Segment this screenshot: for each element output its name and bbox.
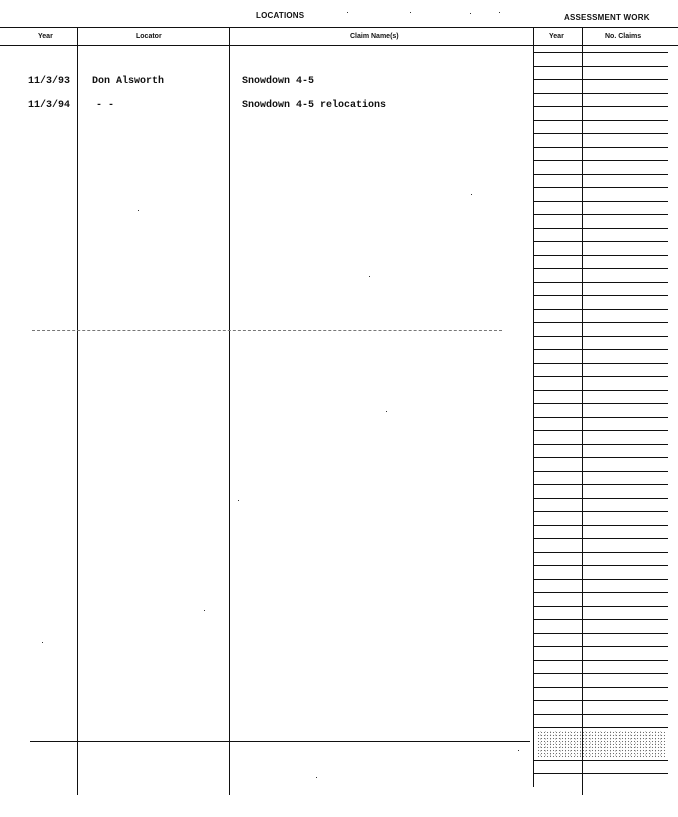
row-2-locator: - -	[96, 100, 115, 111]
assessment-grid-row-line	[533, 484, 668, 485]
assessment-grid-row-line	[533, 498, 668, 499]
assessment-grid-row-line	[533, 52, 668, 53]
column-rule-year	[77, 27, 78, 795]
assessment-grid-row-line	[533, 687, 668, 688]
assessment-grid-row-line	[533, 660, 668, 661]
assessment-grid-row-line	[533, 268, 668, 269]
assessment-grid-row-line	[533, 376, 668, 377]
assessment-grid-row-line	[533, 700, 668, 701]
assessment-grid-row-line	[533, 511, 668, 512]
scan-speckle	[518, 750, 519, 751]
assessment-grid-row-line	[533, 430, 668, 431]
row-2-year: 11/3/94	[28, 100, 71, 111]
assessment-grid-row-line	[533, 214, 668, 215]
assessment-grid-row-line	[533, 106, 668, 107]
assessment-grid-row-line	[533, 552, 668, 553]
assessment-grid-row-line	[533, 606, 668, 607]
assessment-grid-row-line	[533, 174, 668, 175]
assessment-grid-row-line	[533, 93, 668, 94]
assessment-grid-row-line	[533, 201, 668, 202]
assessment-grid-row-line	[533, 714, 668, 715]
assessment-grid-row-line	[533, 403, 668, 404]
locations-title: LOCATIONS	[256, 11, 305, 20]
assessment-grid-row-line	[533, 444, 668, 445]
col-head-claim-names: Claim Name(s)	[350, 33, 399, 40]
assessment-grid-row-line	[533, 147, 668, 148]
scan-speckle	[347, 12, 348, 13]
assessment-grid-row-line	[533, 133, 668, 134]
header-bottom-rule	[0, 45, 678, 46]
assessment-grid-row-line	[533, 457, 668, 458]
column-rule-locator	[229, 27, 230, 795]
col-head-locator: Locator	[136, 33, 162, 40]
col-head-year: Year	[38, 33, 53, 40]
assessment-grid-row-line	[533, 633, 668, 634]
column-rule-assessment-year	[582, 27, 583, 795]
header-top-rule	[0, 27, 678, 28]
scan-speckle	[471, 194, 472, 195]
col-head-assessment-year: Year	[549, 33, 564, 40]
assessment-grid-row-line	[533, 255, 668, 256]
assessment-bottom-rule-2	[533, 773, 668, 774]
assessment-grid-row-line	[533, 295, 668, 296]
scan-noise	[537, 731, 665, 757]
scan-speckle	[138, 210, 139, 211]
assessment-bottom-rule-1	[533, 760, 668, 761]
scan-speckle	[42, 642, 43, 643]
assessment-grid-row-line	[533, 417, 668, 418]
assessment-grid-row-line	[533, 120, 668, 121]
scan-speckle	[386, 411, 387, 412]
assessment-grid-row-line	[533, 79, 668, 80]
assessment-grid-row-line	[533, 160, 668, 161]
assessment-grid-row-line	[533, 349, 668, 350]
assessment-grid-row-line	[533, 66, 668, 67]
scan-speckle	[410, 12, 411, 13]
assessment-grid-row-line	[533, 592, 668, 593]
scan-speckle	[499, 12, 500, 13]
assessment-grid-row-line	[533, 228, 668, 229]
row-1-locator: Don Alsworth	[92, 76, 165, 87]
assessment-grid-row-line	[533, 187, 668, 188]
bottom-rule	[30, 741, 530, 742]
assessment-grid-row-line	[533, 390, 668, 391]
assessment-grid-row-line	[533, 309, 668, 310]
row-1-year: 11/3/93	[28, 76, 71, 87]
col-head-no-claims: No. Claims	[605, 33, 642, 40]
scan-speckle	[204, 610, 205, 611]
assessment-grid-row-line	[533, 579, 668, 580]
row-2-claim-name: Snowdown 4-5 relocations	[242, 100, 387, 111]
assessment-grid-row-line	[533, 363, 668, 364]
scan-speckle	[316, 777, 317, 778]
assessment-grid-row-line	[533, 565, 668, 566]
scan-speckle	[238, 500, 239, 501]
row-1-claim-name: Snowdown 4-5	[242, 76, 315, 87]
assessment-grid-row-line	[533, 525, 668, 526]
assessment-grid-row-line	[533, 727, 668, 728]
scan-speckle	[369, 276, 370, 277]
assessment-grid-row-line	[533, 538, 668, 539]
assessment-grid-row-line	[533, 646, 668, 647]
scan-speckle	[470, 13, 471, 14]
assessment-grid-row-line	[533, 336, 668, 337]
assessment-grid-row-line	[533, 673, 668, 674]
scan-artifact-line	[32, 330, 502, 331]
assessment-grid-row-line	[533, 241, 668, 242]
assessment-grid-row-line	[533, 322, 668, 323]
assessment-grid-row-line	[533, 619, 668, 620]
assessment-grid-row-line	[533, 282, 668, 283]
assessment-work-title: ASSESSMENT WORK	[564, 13, 650, 22]
assessment-grid-row-line	[533, 471, 668, 472]
